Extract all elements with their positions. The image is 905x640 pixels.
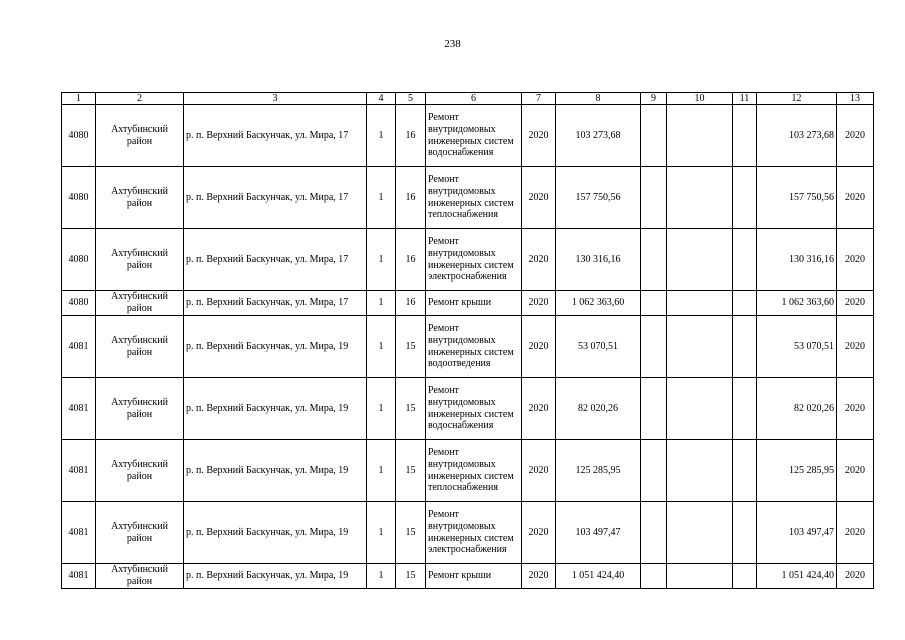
address-cell: р. п. Верхний Баскунчак, ул. Мира, 19 <box>184 564 367 589</box>
col-10-value-cell <box>667 291 733 316</box>
col-11-value-cell <box>733 440 757 502</box>
work-type-cell: Ремонт внутридомовых инженерных систем электроснабжения <box>426 229 522 291</box>
column-header: 10 <box>667 93 733 105</box>
amount-cell: 103 273,68 <box>556 105 641 167</box>
amount-cell: 1 051 424,40 <box>556 564 641 589</box>
total-amount-cell: 53 070,51 <box>757 316 837 378</box>
col-10-value-cell <box>667 378 733 440</box>
total-amount-cell: 125 285,95 <box>757 440 837 502</box>
col-4-value-cell: 1 <box>367 105 396 167</box>
col-11-value-cell <box>733 564 757 589</box>
table-row <box>62 291 874 316</box>
column-header: 5 <box>396 93 426 105</box>
table-row <box>62 502 874 564</box>
col-9-value-cell <box>641 564 667 589</box>
col-9-value-cell <box>641 229 667 291</box>
col-9-value-cell <box>641 105 667 167</box>
column-header: 6 <box>426 93 522 105</box>
record-number-cell: 4080 <box>62 105 96 167</box>
col-5-value-cell: 15 <box>396 502 426 564</box>
address-cell: р. п. Верхний Баскунчак, ул. Мира, 19 <box>184 502 367 564</box>
year-cell: 2020 <box>522 378 556 440</box>
col-5-value-cell: 16 <box>396 105 426 167</box>
work-type-cell: Ремонт внутридомовых инженерных систем водоснабжения <box>426 105 522 167</box>
col-5-value-cell: 16 <box>396 167 426 229</box>
year-cell: 2020 <box>522 167 556 229</box>
completion-year-cell: 2020 <box>837 291 874 316</box>
work-type-cell: Ремонт внутридомовых инженерных систем теплоснабжения <box>426 440 522 502</box>
completion-year-cell: 2020 <box>837 440 874 502</box>
record-number-cell: 4081 <box>62 502 96 564</box>
work-type-cell: Ремонт крыши <box>426 564 522 589</box>
col-4-value-cell: 1 <box>367 564 396 589</box>
page-number: 238 <box>444 38 461 50</box>
year-cell: 2020 <box>522 440 556 502</box>
work-type-cell: Ремонт внутридомовых инженерных систем электроснабжения <box>426 502 522 564</box>
col-4-value-cell: 1 <box>367 291 396 316</box>
completion-year-cell: 2020 <box>837 105 874 167</box>
col-10-value-cell <box>667 105 733 167</box>
completion-year-cell: 2020 <box>837 502 874 564</box>
col-11-value-cell <box>733 167 757 229</box>
completion-year-cell: 2020 <box>837 564 874 589</box>
district-cell: Ахтубинский район <box>96 167 184 229</box>
col-10-value-cell <box>667 229 733 291</box>
district-cell: Ахтубинский район <box>96 105 184 167</box>
total-amount-cell: 157 750,56 <box>757 167 837 229</box>
table-row <box>62 316 874 378</box>
col-5-value-cell: 16 <box>396 229 426 291</box>
total-amount-cell: 1 051 424,40 <box>757 564 837 589</box>
district-cell: Ахтубинский район <box>96 440 184 502</box>
record-number-cell: 4081 <box>62 316 96 378</box>
col-11-value-cell <box>733 229 757 291</box>
total-amount-cell: 103 273,68 <box>757 105 837 167</box>
col-9-value-cell <box>641 378 667 440</box>
col-9-value-cell <box>641 440 667 502</box>
total-amount-cell: 130 316,16 <box>757 229 837 291</box>
record-number-cell: 4080 <box>62 167 96 229</box>
column-header: 7 <box>522 93 556 105</box>
col-4-value-cell: 1 <box>367 229 396 291</box>
amount-cell: 125 285,95 <box>556 440 641 502</box>
column-header: 1 <box>62 93 96 105</box>
col-5-value-cell: 15 <box>396 564 426 589</box>
table-row <box>62 378 874 440</box>
col-9-value-cell <box>641 167 667 229</box>
completion-year-cell: 2020 <box>837 229 874 291</box>
completion-year-cell: 2020 <box>837 378 874 440</box>
col-9-value-cell <box>641 502 667 564</box>
col-11-value-cell <box>733 378 757 440</box>
column-header: 12 <box>757 93 837 105</box>
record-number-cell: 4081 <box>62 440 96 502</box>
table-row <box>62 564 874 589</box>
table-row <box>62 105 874 167</box>
work-type-cell: Ремонт внутридомовых инженерных систем водоснабжения <box>426 378 522 440</box>
col-11-value-cell <box>733 105 757 167</box>
address-cell: р. п. Верхний Баскунчак, ул. Мира, 19 <box>184 378 367 440</box>
district-cell: Ахтубинский район <box>96 291 184 316</box>
col-9-value-cell <box>641 291 667 316</box>
record-number-cell: 4080 <box>62 291 96 316</box>
year-cell: 2020 <box>522 316 556 378</box>
column-number-row <box>62 93 874 105</box>
col-5-value-cell: 15 <box>396 440 426 502</box>
record-number-cell: 4081 <box>62 378 96 440</box>
district-cell: Ахтубинский район <box>96 502 184 564</box>
table-row <box>62 440 874 502</box>
district-cell: Ахтубинский район <box>96 316 184 378</box>
amount-cell: 157 750,56 <box>556 167 641 229</box>
column-header: 13 <box>837 93 874 105</box>
completion-year-cell: 2020 <box>837 316 874 378</box>
col-5-value-cell: 15 <box>396 378 426 440</box>
address-cell: р. п. Верхний Баскунчак, ул. Мира, 19 <box>184 316 367 378</box>
col-4-value-cell: 1 <box>367 167 396 229</box>
amount-cell: 130 316,16 <box>556 229 641 291</box>
year-cell: 2020 <box>522 291 556 316</box>
address-cell: р. п. Верхний Баскунчак, ул. Мира, 17 <box>184 167 367 229</box>
total-amount-cell: 103 497,47 <box>757 502 837 564</box>
district-cell: Ахтубинский район <box>96 564 184 589</box>
column-header: 9 <box>641 93 667 105</box>
amount-cell: 53 070,51 <box>556 316 641 378</box>
record-number-cell: 4080 <box>62 229 96 291</box>
col-5-value-cell: 15 <box>396 316 426 378</box>
address-cell: р. п. Верхний Баскунчак, ул. Мира, 19 <box>184 440 367 502</box>
column-header: 3 <box>184 93 367 105</box>
col-4-value-cell: 1 <box>367 316 396 378</box>
year-cell: 2020 <box>522 229 556 291</box>
total-amount-cell: 82 020,26 <box>757 378 837 440</box>
table-row <box>62 229 874 291</box>
work-type-cell: Ремонт внутридомовых инженерных систем теплоснабжения <box>426 167 522 229</box>
col-4-value-cell: 1 <box>367 440 396 502</box>
col-10-value-cell <box>667 316 733 378</box>
record-number-cell: 4081 <box>62 564 96 589</box>
address-cell: р. п. Верхний Баскунчак, ул. Мира, 17 <box>184 105 367 167</box>
year-cell: 2020 <box>522 502 556 564</box>
address-cell: р. п. Верхний Баскунчак, ул. Мира, 17 <box>184 229 367 291</box>
work-type-cell: Ремонт крыши <box>426 291 522 316</box>
completion-year-cell: 2020 <box>837 167 874 229</box>
address-cell: р. п. Верхний Баскунчак, ул. Мира, 17 <box>184 291 367 316</box>
amount-cell: 1 062 363,60 <box>556 291 641 316</box>
amount-cell: 82 020,26 <box>556 378 641 440</box>
col-10-value-cell <box>667 167 733 229</box>
column-header: 4 <box>367 93 396 105</box>
amount-cell: 103 497,47 <box>556 502 641 564</box>
year-cell: 2020 <box>522 564 556 589</box>
col-11-value-cell <box>733 291 757 316</box>
table-row <box>62 167 874 229</box>
col-5-value-cell: 16 <box>396 291 426 316</box>
capital-repair-table <box>61 92 874 589</box>
column-header: 2 <box>96 93 184 105</box>
year-cell: 2020 <box>522 105 556 167</box>
col-10-value-cell <box>667 502 733 564</box>
column-header: 8 <box>556 93 641 105</box>
total-amount-cell: 1 062 363,60 <box>757 291 837 316</box>
col-10-value-cell <box>667 440 733 502</box>
column-header: 11 <box>733 93 757 105</box>
col-4-value-cell: 1 <box>367 502 396 564</box>
district-cell: Ахтубинский район <box>96 378 184 440</box>
district-cell: Ахтубинский район <box>96 229 184 291</box>
col-4-value-cell: 1 <box>367 378 396 440</box>
col-11-value-cell <box>733 502 757 564</box>
work-type-cell: Ремонт внутридомовых инженерных систем водоотведения <box>426 316 522 378</box>
col-11-value-cell <box>733 316 757 378</box>
col-9-value-cell <box>641 316 667 378</box>
col-10-value-cell <box>667 564 733 589</box>
